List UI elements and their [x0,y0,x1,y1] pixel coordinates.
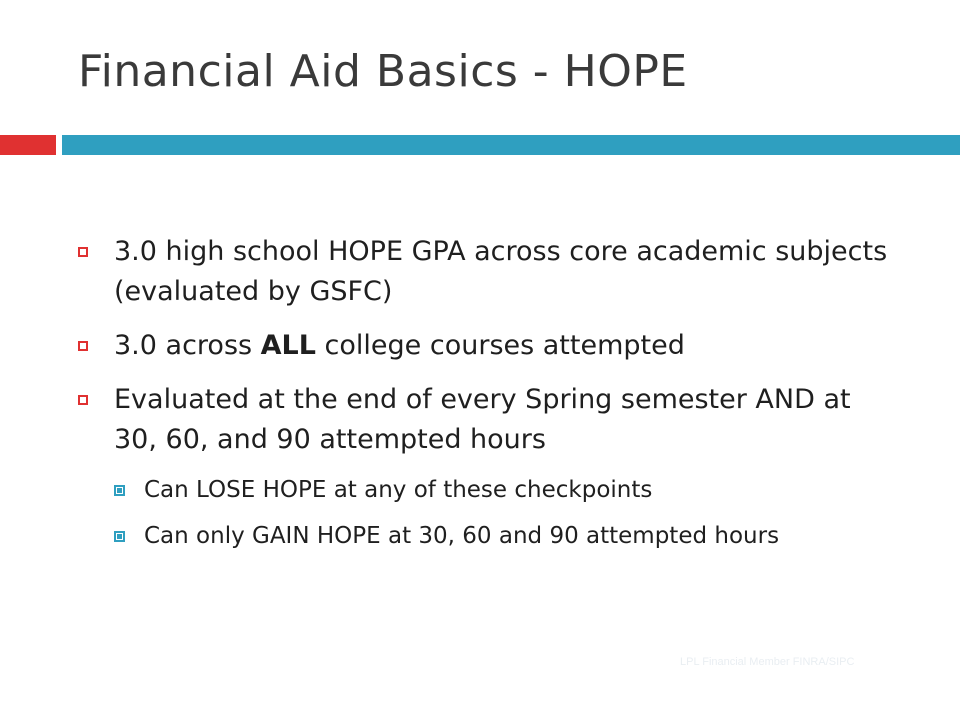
sub-bullet-text: Can only GAIN HOPE at 30, 60 and 90 attempted hours [144,523,780,549]
bullet-text-emphasis: ALL [260,330,316,361]
square-bullet-icon [78,341,88,351]
sub-bullet-text: Can LOSE HOPE at any of these checkpoints [144,477,653,503]
slide-title: Financial Aid Basics - HOPE [78,46,688,97]
filled-square-bullet-icon [114,531,125,542]
filled-square-bullet-icon [114,485,125,496]
bullet-text-part: 3.0 across [114,330,261,361]
sub-bullet-item [114,474,892,506]
square-bullet-icon [78,247,88,257]
bullet-item [72,380,892,460]
sub-bullet-item [114,520,892,552]
bullet-text-part: college courses attempted [315,330,685,361]
bullet-text: 3.0 high school HOPE GPA across core academic subjects (evaluated by GSFC) [114,236,888,307]
title-accent-blue-bar [62,135,960,155]
sub-bullet-list [72,474,892,552]
bullet-list [72,232,892,566]
bullet-text: Evaluated at the end of every Spring semester AND at 30, 60, and 90 attempted hours [114,384,851,455]
title-accent-red-bar [0,135,56,155]
bullet-item [72,326,892,366]
footer-disclaimer: LPL Financial Member FINRA/SIPC [680,656,855,668]
square-bullet-icon [78,395,88,405]
bullet-item [72,232,892,312]
